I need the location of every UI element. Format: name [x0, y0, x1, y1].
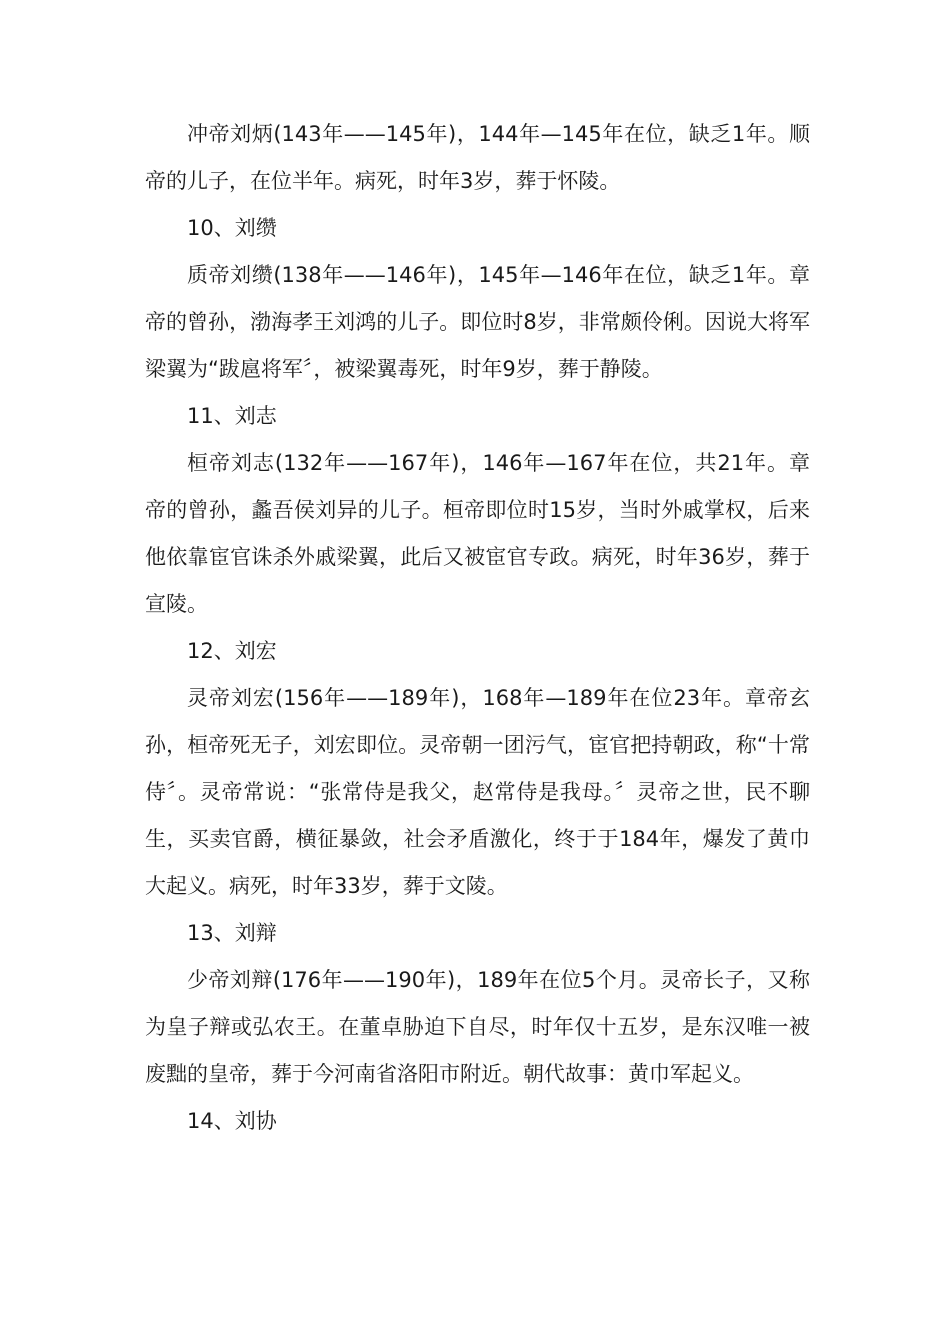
paragraph-huan-emperor: 桓帝刘志(132年——167年)，146年—167年在位，共21年。章帝的曾孙，蠡吾侯刘异的儿子。桓帝即位时15岁，当时外戚掌权，后来他依靠宦官诛杀外戚梁翼，此后又被宦官专政。病死，时年36岁，葬于宣陵。 [145, 451, 810, 616]
paragraph-shao-emperor: 少帝刘辩(176年——190年)，189年在位5个月。灵帝长子，又称为皇子辩或弘农王。在董卓胁迫下自尽，时年仅十五岁，是东汉唯一被废黜的皇帝，葬于今河南省洛阳市附近。朝代故事：黄巾军起义。 [145, 968, 810, 1086]
section-heading-10: 10、刘缵 [187, 216, 277, 240]
paragraph-zhi-emperor: 质帝刘缵(138年——146年)，145年—146年在位，缺乏1年。章帝的曾孙，渤海孝王刘鸿的儿子。即位时8岁，非常颇伶俐。因说大将军梁翼为“跋扈将军〞，被梁翼毒死，时年9岁，葬于静陵。 [145, 263, 810, 381]
document-body [145, 111, 810, 1145]
section-heading-13: 13、刘辩 [187, 921, 277, 945]
section-heading-11: 11、刘志 [187, 404, 277, 428]
paragraph-ling-emperor: 灵帝刘宏(156年——189年)，168年—189年在位23年。章帝玄孙，桓帝死无子，刘宏即位。灵帝朝一团污气，宦官把持朝政，称“十常侍〞。灵帝常说：“张常侍是我父，赵常侍是我母。〞灵帝之世，民不聊生，买卖官爵，横征暴敛，社会矛盾激化，终于于184年，爆发了黄巾大起义。病死，时年33岁，葬于文陵。 [145, 686, 810, 898]
paragraph-chong-emperor: 冲帝刘炳(143年——145年)，144年—145年在位，缺乏1年。顺帝的儿子，在位半年。病死，时年3岁，葬于怀陵。 [145, 122, 810, 193]
section-heading-14: 14、刘协 [187, 1109, 277, 1133]
section-heading-12: 12、刘宏 [187, 639, 277, 663]
